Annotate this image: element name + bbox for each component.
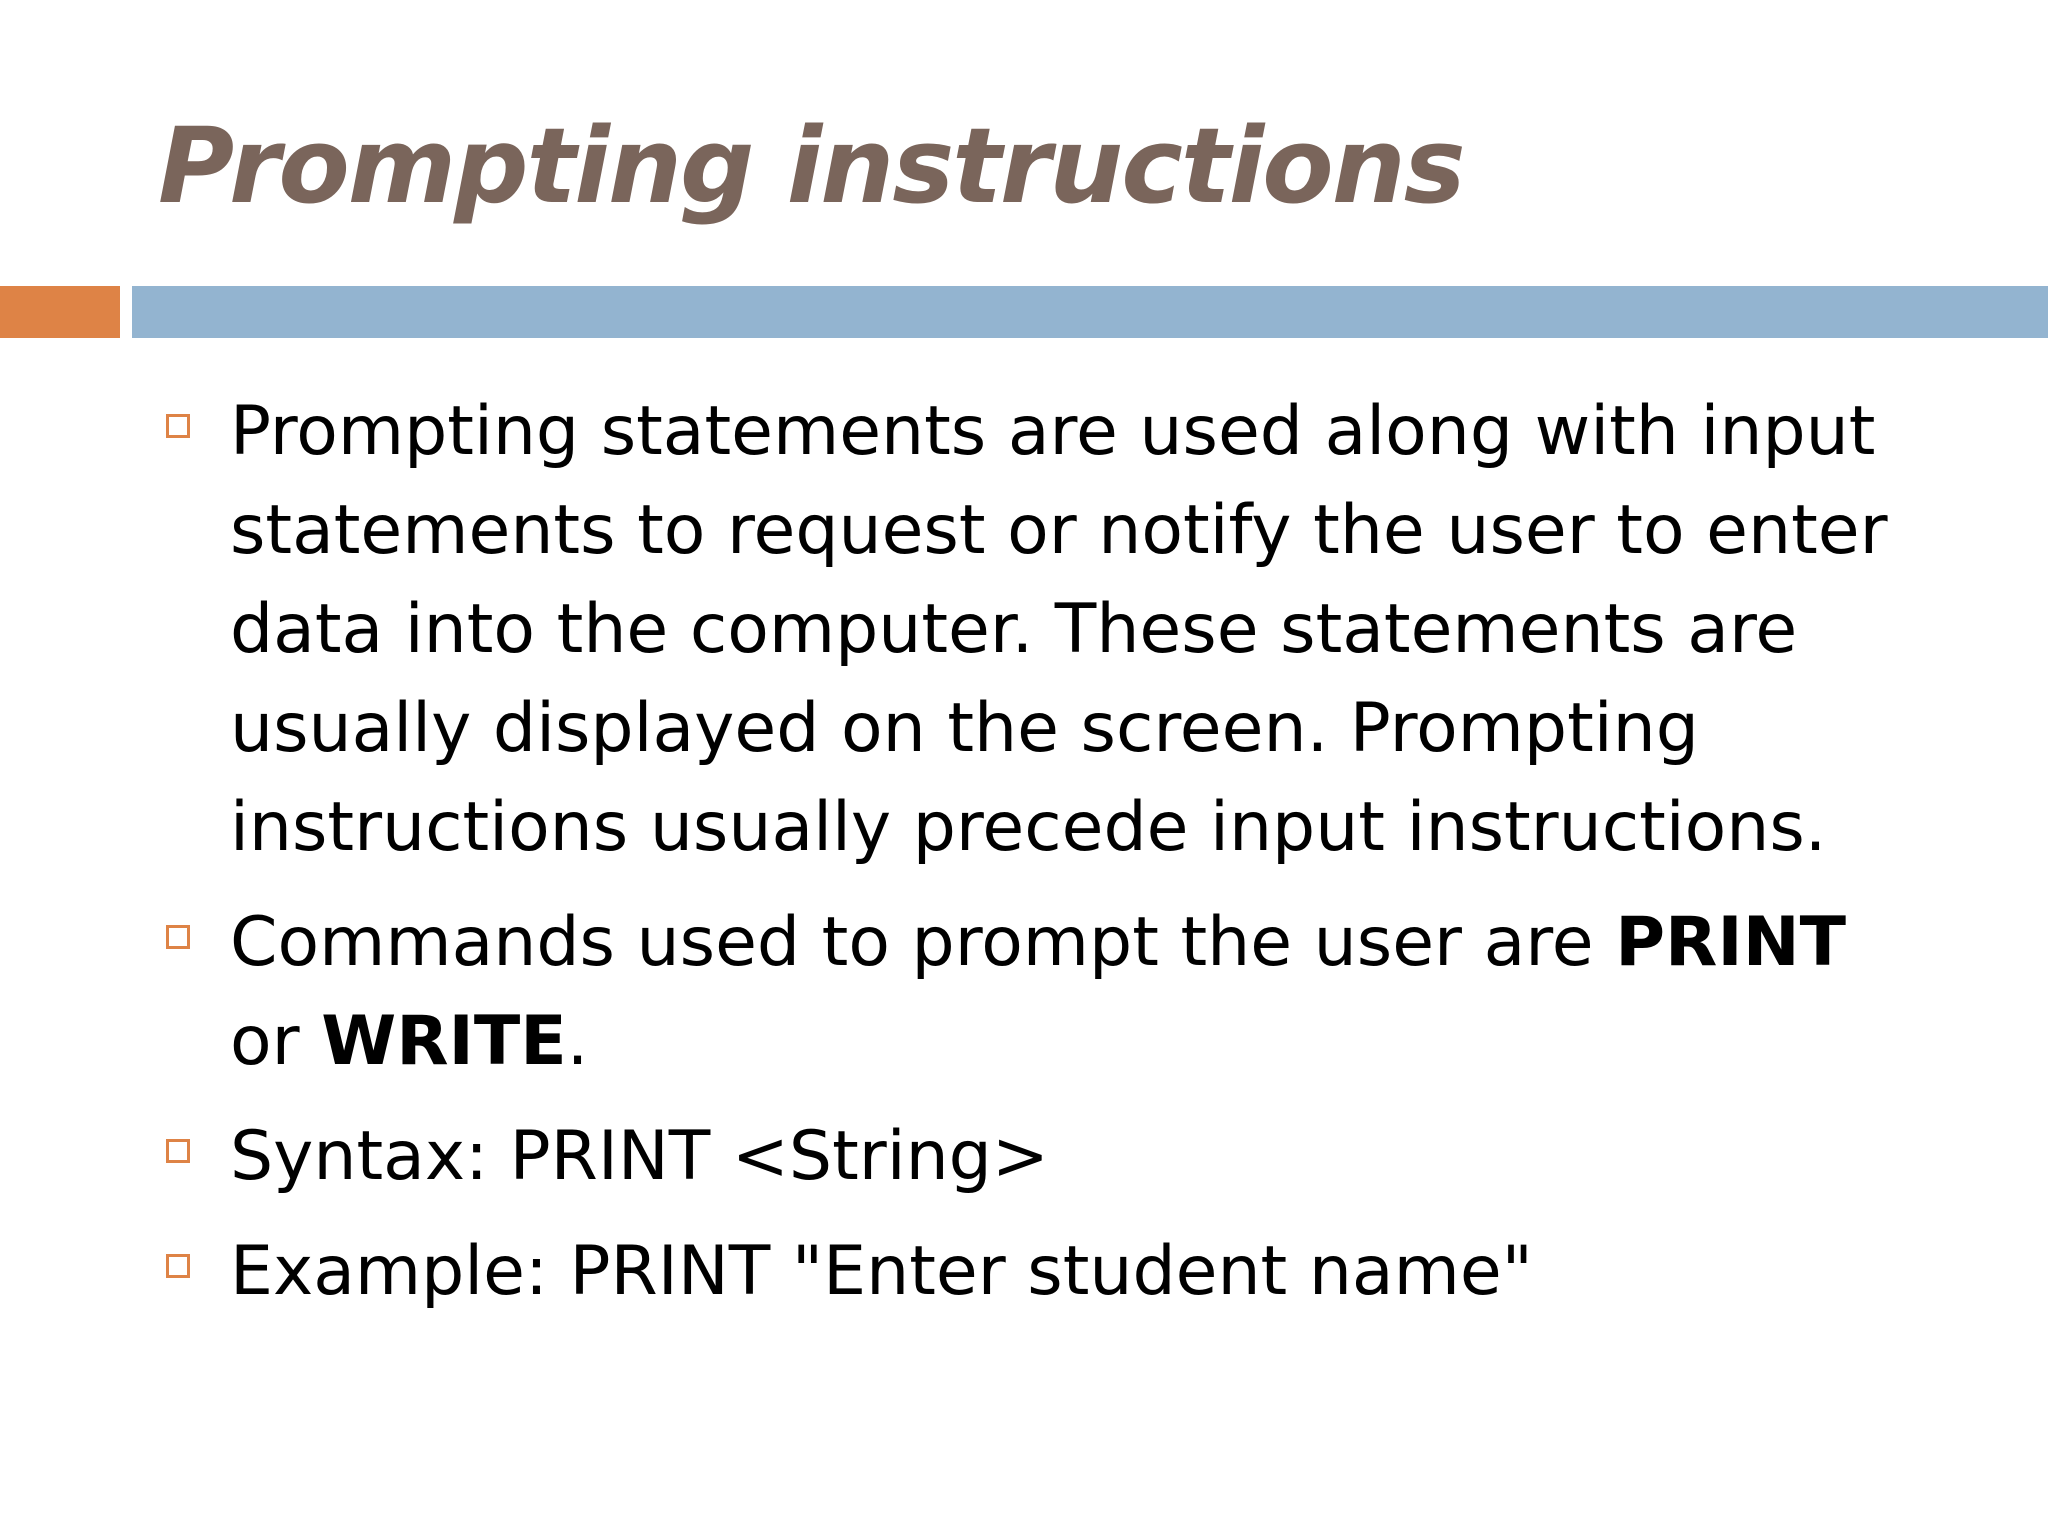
bullet-item [158,1107,1918,1206]
accent-bar-orange [0,286,120,338]
square-bullet-icon [166,1254,190,1278]
bullet-text: Syntax: PRINT <String> [230,1117,1049,1196]
bullet-item [158,1222,1918,1321]
bullet-text: Example: PRINT "Enter student name" [230,1232,1533,1311]
slide-title: Prompting instructions [158,105,1464,227]
square-bullet-icon [166,414,190,438]
print-keyword: PRINT [1615,903,1846,982]
square-bullet-icon [166,925,190,949]
bullet-text-segment: or [230,1002,322,1081]
square-bullet-icon [166,1139,190,1163]
bullet-list [158,382,1918,1337]
write-keyword: WRITE [321,1002,567,1081]
bullet-text [230,903,1846,1081]
bullet-item [158,382,1918,877]
accent-bar-blue [132,286,2048,338]
bullet-text: Prompting statements are used along with input statements to request or notify the user to enter data into the computer. These statements are usually displayed on the screen. Prompting instructions usually precede input instructions. [230,392,1888,867]
bullet-item [158,893,1918,1091]
bullet-text-segment: . [566,1002,589,1081]
bullet-text-segment: Commands used to prompt the user are [230,903,1616,982]
